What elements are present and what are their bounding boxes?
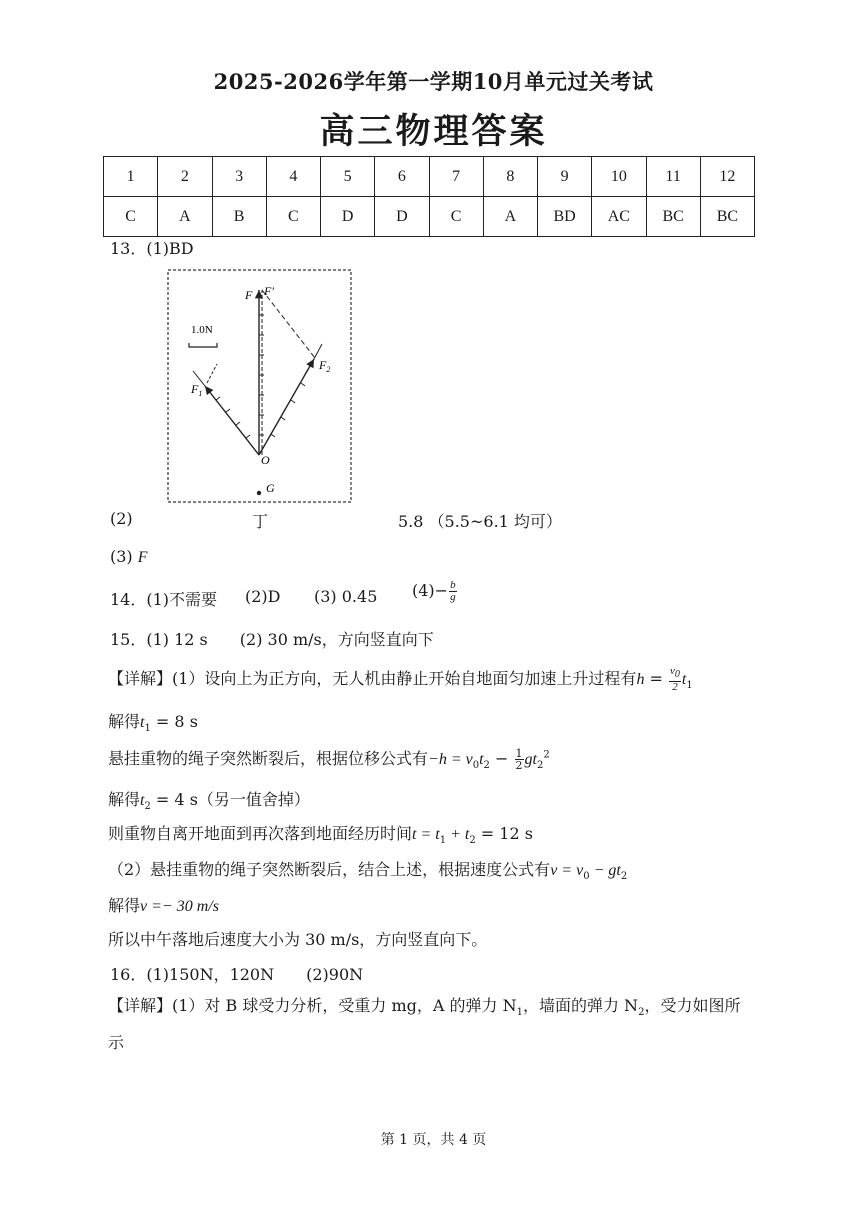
q13-part1: 13．(1)BD	[110, 239, 194, 258]
label-F: F	[245, 288, 253, 302]
q15-detail-line6: （2）悬挂重物的绳子突然断裂后，结合上述，根据速度公式有$v = v_0 - gt_2$	[108, 860, 628, 883]
force-diagram	[167, 269, 352, 503]
scale-label: 1.0N	[191, 324, 213, 336]
label-G: G	[266, 481, 275, 495]
q15-detail-line7: 解得v =− 30 m/s	[108, 896, 219, 915]
question-number: 12	[700, 157, 754, 197]
question-number: 1	[104, 157, 158, 197]
question-number: 4	[266, 157, 320, 197]
question-number: 10	[592, 157, 646, 197]
q15-detail-line8: 所以中午落地后速度大小为 30 m/s，方向竖直向下。	[108, 930, 488, 949]
answer-cell: D	[375, 197, 429, 237]
answer-cell: C	[266, 197, 320, 237]
q16-detail-line1: 【详解】(1）对 B 球受力分析，受重力 mg，A 的弹力 $N_1$，墙面的弹力 $N_2$，受力如图所	[108, 996, 741, 1019]
answer-cell: B	[212, 197, 266, 237]
parallelogram-dashed-side	[262, 290, 315, 358]
answer-cell: A	[158, 197, 212, 237]
exam-subtitle: 2025-2026学年第一学期10月单元过关考试	[213, 69, 654, 94]
q15-detail-line3: 悬挂重物的绳子突然断裂后，根据位移公式有$-h = v_0t_2$ − $\frac{1}{2}$ $gt_2^2$	[108, 747, 550, 772]
q15-detail-line1: 【详解】(1）设向上为正方向，无人机由静止开始自地面匀加速上升过程有h = $\frac{v_0}{2}$ $t_1$	[108, 665, 693, 693]
page-title: 高三物理答案	[319, 111, 548, 152]
q13-part2-label: (2)	[110, 509, 133, 528]
force-F1-line	[205, 386, 259, 455]
answer-cell: D	[321, 197, 375, 237]
scale-bar	[189, 343, 217, 347]
label-O: O	[261, 453, 270, 467]
label-F2: $F_2$	[319, 358, 331, 374]
question-number: 2	[158, 157, 212, 197]
q14-part3: (3) 0.45	[314, 587, 378, 606]
answer-cell: C	[104, 197, 158, 237]
q13-part3: (3) F	[110, 547, 148, 566]
F1-parallel-dashed	[207, 364, 217, 383]
label-F-prime: F′	[264, 284, 274, 298]
page-number: 第 1 页，共 4 页	[380, 1132, 487, 1148]
q16-answer: 16．(1)150N，120N (2)90N	[110, 965, 364, 984]
F1-ticks	[216, 397, 250, 438]
force-F2-extension	[314, 344, 322, 359]
answer-cell: BC	[700, 197, 754, 237]
q14-part4: (4)− $\frac{b}{g}$	[412, 579, 456, 603]
question-number: 11	[646, 157, 700, 197]
q14-part1: 14．(1)不需要	[110, 590, 218, 609]
point-G	[257, 491, 261, 495]
F2-ticks	[271, 383, 305, 437]
answer-cell: AC	[592, 197, 646, 237]
answer-table	[103, 156, 755, 237]
question-number: 6	[375, 157, 429, 197]
figure-caption: 丁	[252, 512, 269, 531]
answer-cell: BD	[538, 197, 592, 237]
q15-detail-line5: 则重物自离开地面到再次落到地面经历时间$t = t_1 + t_2 = 12$ s	[108, 824, 533, 847]
question-number: 7	[429, 157, 483, 197]
q14-part2: (2)D	[245, 587, 281, 606]
answer-row	[104, 197, 755, 237]
q15-detail-line4: 解得$t_2 = 4$ s（另一值舍掉）	[108, 790, 310, 813]
answer-cell: BC	[646, 197, 700, 237]
question-number-row	[104, 157, 755, 197]
label-F1: $F_1$	[191, 382, 203, 398]
question-number: 3	[212, 157, 266, 197]
question-number: 8	[483, 157, 537, 197]
answer-cell: A	[483, 197, 537, 237]
question-number: 5	[321, 157, 375, 197]
answer-cell: C	[429, 197, 483, 237]
q15-detail-line2: 解得$t_1 = 8$ s	[108, 712, 198, 735]
q15-answer: 15．(1) 12 s (2) 30 m/s，方向竖直向下	[110, 630, 434, 649]
q16-detail-line2: 示	[108, 1033, 125, 1052]
force-F2-line	[259, 359, 314, 455]
question-number: 9	[538, 157, 592, 197]
q13-part2-value: 5.8 （5.5~6.1 均可）	[398, 512, 562, 531]
